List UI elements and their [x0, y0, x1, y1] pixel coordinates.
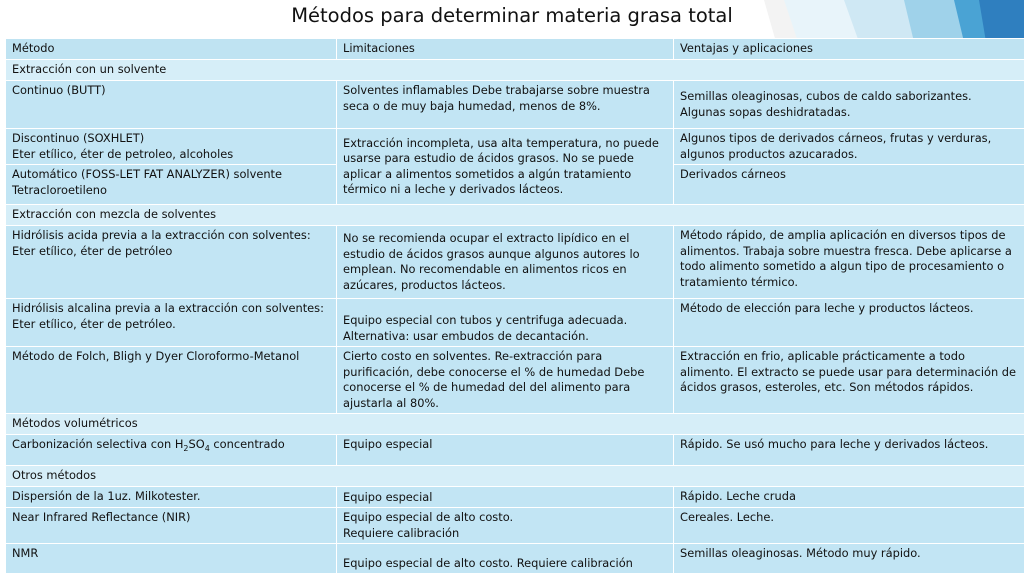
cell-advantages: Extracción en frio, aplicable prácticamente a todo alimento. El extracto se puede usar para determinación de ácidos grasos, esteroles, etc. Son métodos rápidos.	[674, 347, 1024, 414]
cell-method: NMR	[6, 544, 337, 574]
section-single-solvent: Extracción con un solvente	[6, 60, 1024, 81]
limitations-line: Alternativa: usar embudos de decantación.	[343, 328, 589, 343]
method-text: Continuo (BUTT)	[12, 83, 106, 97]
limitations-line: Equipo especial con tubos y centrifuga adecuada.	[343, 313, 628, 327]
cell-advantages: Semillas oleaginosas, cubos de caldo saborizantes. Algunas sopas deshidratadas.	[674, 81, 1024, 129]
subscript: 2	[183, 444, 189, 453]
section-volumetric: Métodos volumétricos	[6, 414, 1024, 435]
table-row	[6, 487, 1024, 508]
section-other: Otros métodos	[6, 466, 1024, 487]
cell-limitations-shared: Extracción incompleta, usa alta temperatura, no puede usarse para estudio de ácidos grasos. No se puede aplicar a alimentos sometidos a algún tratamiento térmico ni a leche y derivados lácteos.	[337, 129, 674, 205]
table-header-row	[6, 39, 1024, 60]
cell-limitations	[337, 299, 674, 347]
method-text: SO	[188, 437, 205, 451]
cell-limitations: Equipo especial de alto costo. Requiere calibración	[337, 544, 674, 574]
page-title: Métodos para determinar materia grasa total	[291, 4, 733, 27]
method-text: concentrado	[209, 437, 285, 451]
limitations-line: Equipo especial de alto costo.	[343, 510, 514, 524]
method-line: Hidrólisis alcalina previa a la extracción con solventes:	[12, 301, 324, 315]
cell-method	[6, 226, 337, 299]
method-line: Hidrólisis acida previa a la extracción con solventes:	[12, 228, 311, 242]
cell-advantages: Algunos tipos de derivados cárneos, frutas y verduras, algunos productos azucarados.	[674, 129, 1024, 165]
cell-advantages: Rápido. Se usó mucho para leche y derivados lácteos.	[674, 435, 1024, 466]
header-method: Método	[6, 39, 337, 60]
cell-advantages: Cereales. Leche.	[674, 508, 1024, 544]
header-limitations: Limitaciones	[337, 39, 674, 60]
table-row	[6, 508, 1024, 544]
section-solvent-mixture: Extracción con mezcla de solventes	[6, 205, 1024, 226]
table-row	[6, 544, 1024, 574]
table-row	[6, 129, 1024, 165]
cell-limitations: Equipo especial	[337, 487, 674, 508]
cell-advantages: Semillas oleaginosas. Método muy rápido.	[674, 544, 1024, 574]
cell-method: Método de Folch, Bligh y Dyer Cloroformo-Metanol	[6, 347, 337, 414]
method-line: Tetracloroetileno	[12, 182, 107, 197]
cell-limitations: Cierto costo en solventes. Re-extracción para purificación, debe conocerse el % de humedad Debe conocerse el % de humedad del del alimento para ajustarla al 80%.	[337, 347, 674, 414]
limitations-line: Requiere calibración	[343, 525, 460, 540]
cell-method: Dispersión de la 1uz. Milkotester.	[6, 487, 337, 508]
cell-method	[6, 81, 337, 129]
table-row	[6, 347, 1024, 414]
cell-limitations: Equipo especial	[337, 435, 674, 466]
cell-method	[6, 299, 337, 347]
cell-limitations: Solventes inflamables Debe trabajarse sobre muestra seca o de muy baja humedad, menos de 8%.	[337, 81, 674, 129]
cell-method	[6, 435, 337, 466]
header-advantages: Ventajas y aplicaciones	[674, 39, 1024, 60]
section-row	[6, 60, 1024, 81]
cell-limitations	[337, 508, 674, 544]
table-row	[6, 435, 1024, 466]
method-line: Eter etílico, éter de petróleo.	[12, 316, 176, 331]
section-row	[6, 205, 1024, 226]
method-text: Carbonización selectiva con H	[12, 437, 184, 451]
method-line: Eter etílico, éter de petróleo	[12, 243, 173, 258]
methods-table	[5, 38, 1024, 574]
table-row	[6, 299, 1024, 347]
cell-advantages: Método de elección para leche y productos lácteos.	[674, 299, 1024, 347]
cell-method	[6, 165, 337, 205]
section-row	[6, 466, 1024, 487]
cell-advantages: Derivados cárneos	[674, 165, 1024, 205]
method-line: Automático (FOSS-LET FAT ANALYZER) solvente	[12, 167, 283, 181]
method-line: Discontinuo (SOXHLET)	[12, 131, 145, 145]
cell-method	[6, 129, 337, 165]
cell-advantages: Rápido. Leche cruda	[674, 487, 1024, 508]
table-row	[6, 81, 1024, 129]
table-row	[6, 226, 1024, 299]
subscript: 4	[204, 444, 210, 453]
method-line: Eter etílico, éter de petroleo, alcoholes	[12, 146, 234, 161]
cell-limitations: No se recomienda ocupar el extracto lipídico en el estudio de ácidos grasos aunque algunos autores lo emplean. No recomendable en alimentos ricos en azúcares, productos lácteos.	[337, 226, 674, 299]
section-row	[6, 414, 1024, 435]
cell-advantages: Método rápido, de amplia aplicación en diversos tipos de alimentos. Trabaja sobre muestra fresca. Debe aplicarse a todo alimento sometido a algun tipo de procesamiento o tratamiento térmico.	[674, 226, 1024, 299]
cell-method: Near Infrared Reflectance (NIR)	[6, 508, 337, 544]
